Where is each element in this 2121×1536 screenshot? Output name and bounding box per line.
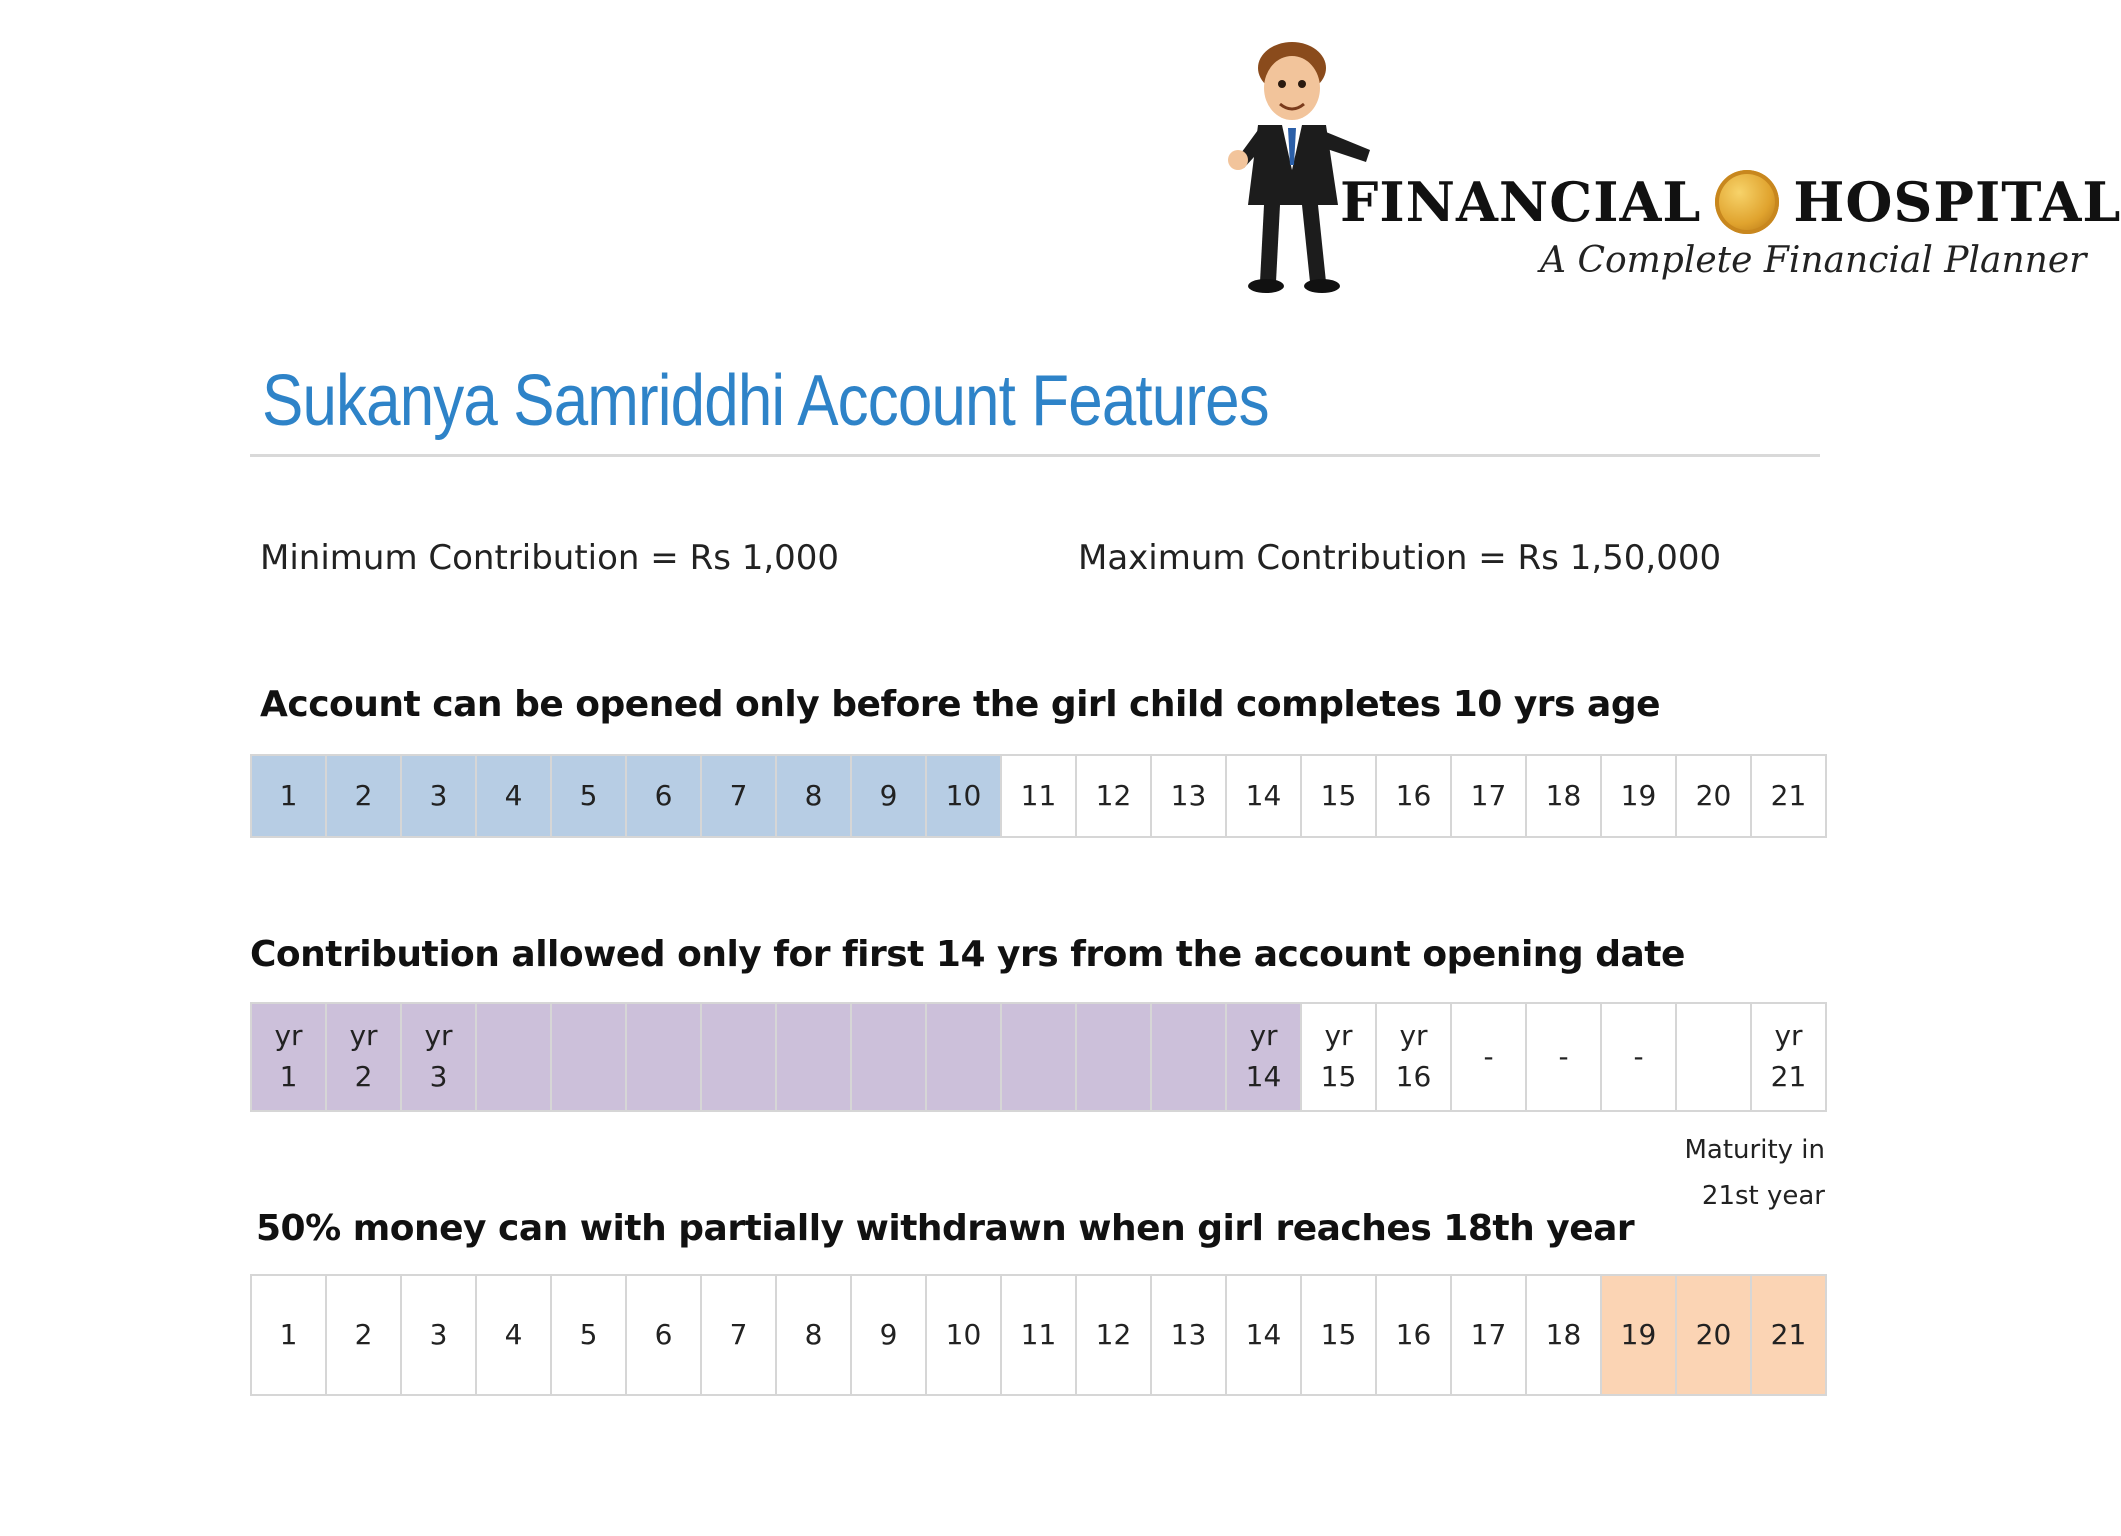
withdrawal-year-cell: 15 <box>1302 1276 1377 1396</box>
account-opening-heading: Account can be opened only before the girl child completes 10 yrs age <box>260 684 1660 725</box>
brand-right: HOSPITAL <box>1793 170 2121 234</box>
year-cell: 17 <box>1452 756 1527 838</box>
year-cell: 14 <box>1227 756 1302 838</box>
withdrawal-year-cell: 17 <box>1452 1276 1527 1396</box>
cell-top-label: yr <box>424 1019 453 1053</box>
gold-coin-icon <box>1715 170 1779 234</box>
contribution-period-heading: Contribution allowed only for first 14 yrs from the account opening date <box>250 934 1685 975</box>
contribution-year-cell <box>1077 1004 1152 1112</box>
cell-bottom-label: 15 <box>1320 1060 1357 1093</box>
cell-top-label: - <box>1483 1039 1494 1073</box>
maturity-line-1: Maturity in <box>1684 1135 1825 1165</box>
contribution-year-cell <box>1602 1004 1677 1112</box>
contribution-year-cell <box>927 1004 1002 1112</box>
withdrawal-year-cell: 21 <box>1752 1276 1827 1396</box>
withdrawal-year-cell: 10 <box>927 1276 1002 1396</box>
account-opening-timeline <box>250 754 1827 838</box>
year-cell: 4 <box>477 756 552 838</box>
cell-top-label: yr <box>1774 1019 1803 1053</box>
contribution-year-cell <box>1302 1004 1377 1112</box>
contribution-year-cell <box>702 1004 777 1112</box>
withdrawal-year-cell: 7 <box>702 1276 777 1396</box>
year-cell: 9 <box>852 756 927 838</box>
withdrawal-year-cell: 2 <box>327 1276 402 1396</box>
cell-top-label: yr <box>274 1019 303 1053</box>
contribution-year-cell <box>1227 1004 1302 1112</box>
contribution-year-cell <box>777 1004 852 1112</box>
year-cell: 3 <box>402 756 477 838</box>
contribution-year-cell <box>1152 1004 1227 1112</box>
year-cell: 8 <box>777 756 852 838</box>
withdrawal-year-cell: 1 <box>252 1276 327 1396</box>
maturity-line-2: 21st year <box>1701 1180 1825 1211</box>
withdrawal-year-cell: 6 <box>627 1276 702 1396</box>
withdrawal-year-cell: 20 <box>1677 1276 1752 1396</box>
cell-bottom-label: 3 <box>429 1060 448 1093</box>
cell-bottom-label: 21 <box>1770 1060 1807 1093</box>
cell-top-label: yr <box>349 1019 378 1053</box>
withdrawal-year-cell: 3 <box>402 1276 477 1396</box>
year-cell: 11 <box>1002 756 1077 838</box>
withdrawal-year-cell: 16 <box>1377 1276 1452 1396</box>
withdrawal-year-cell: 12 <box>1077 1276 1152 1396</box>
cell-top-label: yr <box>1249 1019 1278 1053</box>
year-cell: 16 <box>1377 756 1452 838</box>
year-cell: 1 <box>252 756 327 838</box>
contribution-period-timeline <box>250 1002 1827 1112</box>
contribution-year-cell <box>477 1004 552 1112</box>
page-title: Sukanya Samriddhi Account Features <box>262 361 1269 441</box>
contribution-year-cell <box>627 1004 702 1112</box>
minimum-contribution: Minimum Contribution = Rs 1,000 <box>260 538 840 578</box>
cell-bottom-label: 1 <box>279 1060 298 1093</box>
year-cell: 10 <box>927 756 1002 838</box>
year-cell: 18 <box>1527 756 1602 838</box>
withdrawal-year-cell: 18 <box>1527 1276 1602 1396</box>
brand-left: FINANCIAL <box>1340 170 1702 234</box>
year-cell: 15 <box>1302 756 1377 838</box>
cell-top-label: - <box>1558 1039 1569 1073</box>
businessman-mascot-icon <box>1230 30 1390 300</box>
cell-bottom-label: 14 <box>1245 1060 1282 1093</box>
contribution-year-cell <box>1752 1004 1827 1112</box>
maturity-note <box>1620 1128 1825 1219</box>
withdrawal-year-cell: 13 <box>1152 1276 1227 1396</box>
withdrawal-timeline <box>250 1274 1827 1396</box>
withdrawal-year-cell: 4 <box>477 1276 552 1396</box>
contribution-year-cell <box>1377 1004 1452 1112</box>
contribution-year-cell <box>1677 1004 1752 1112</box>
year-cell: 13 <box>1152 756 1227 838</box>
contribution-year-cell <box>1527 1004 1602 1112</box>
maximum-contribution: Maximum Contribution = Rs 1,50,000 <box>1078 538 1722 578</box>
financial-hospital-logo <box>1230 30 2121 310</box>
year-cell: 12 <box>1077 756 1152 838</box>
title-divider <box>250 454 1820 457</box>
year-cell: 20 <box>1677 756 1752 838</box>
withdrawal-year-cell: 8 <box>777 1276 852 1396</box>
withdrawal-year-cell: 11 <box>1002 1276 1077 1396</box>
withdrawal-heading: 50% money can with partially withdrawn when girl reaches 18th year <box>256 1208 1635 1249</box>
withdrawal-year-cell: 9 <box>852 1276 927 1396</box>
withdrawal-year-cell: 19 <box>1602 1276 1677 1396</box>
year-cell: 2 <box>327 756 402 838</box>
contribution-year-cell <box>852 1004 927 1112</box>
contribution-year-cell <box>1002 1004 1077 1112</box>
cell-top-label: - <box>1633 1039 1644 1073</box>
contribution-year-cell <box>402 1004 477 1112</box>
year-cell: 7 <box>702 756 777 838</box>
withdrawal-year-cell: 5 <box>552 1276 627 1396</box>
year-cell: 21 <box>1752 756 1827 838</box>
year-cell: 5 <box>552 756 627 838</box>
cell-top-label: yr <box>1399 1019 1428 1053</box>
contribution-year-cell <box>252 1004 327 1112</box>
brand-tagline: A Complete Financial Planner <box>1540 240 2087 281</box>
brand-name <box>1340 170 2121 234</box>
year-cell: 19 <box>1602 756 1677 838</box>
cell-bottom-label: 2 <box>354 1060 373 1093</box>
contribution-year-cell <box>327 1004 402 1112</box>
withdrawal-year-cell: 14 <box>1227 1276 1302 1396</box>
contribution-year-cell <box>552 1004 627 1112</box>
cell-top-label: yr <box>1324 1019 1353 1053</box>
cell-bottom-label: 16 <box>1395 1060 1432 1093</box>
contribution-year-cell <box>1452 1004 1527 1112</box>
year-cell: 6 <box>627 756 702 838</box>
